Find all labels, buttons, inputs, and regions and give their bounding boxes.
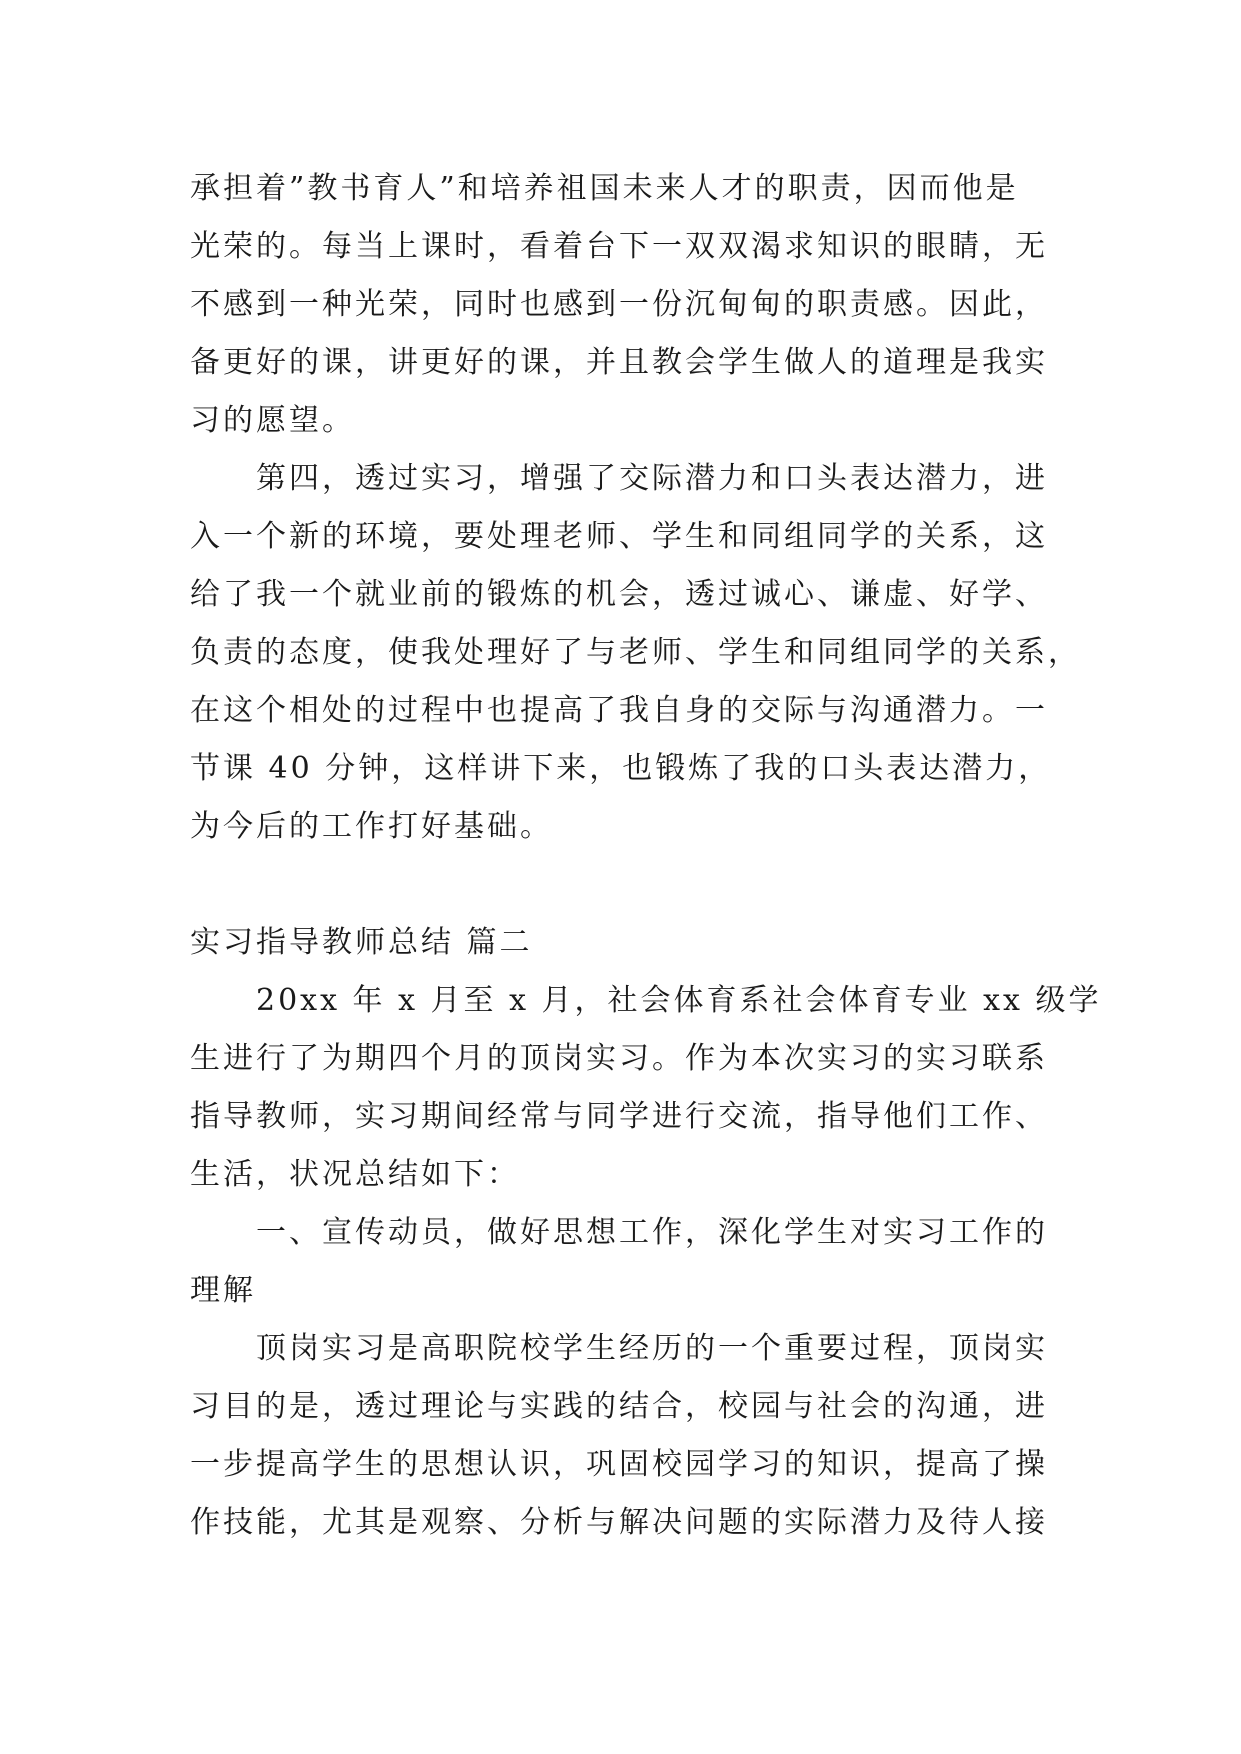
text-line: 备更好的课，讲更好的课，并且教会学生做人的道理是我实 (190, 345, 1048, 380)
text-line: 给了我一个就业前的锻炼的机会，透过诚心、谦虚、好学、 (190, 577, 1048, 612)
text-line: 不感到一种光荣，同时也感到一份沉甸甸的职责感。因此， (190, 287, 1048, 322)
section-gap (190, 856, 1062, 914)
text-line: 生活，状况总结如下： (190, 1157, 520, 1192)
text-line: 生进行了为期四个月的顶岗实习。作为本次实习的实习联系 (190, 1041, 1048, 1076)
paragraph-intro (190, 972, 1102, 1204)
text-line: 一步提高学生的思想认识，巩固校园学习的知识，提高了操 (190, 1447, 1048, 1482)
text-line: 理解 (190, 1273, 256, 1308)
text-line: 节课 40 分钟，这样讲下来，也锻炼了我的口头表达潜力， (190, 751, 1052, 786)
text-line: 作技能，尤其是观察、分析与解决问题的实际潜力及待人接 (190, 1505, 1048, 1540)
document-body (190, 160, 1102, 1552)
paragraph-fourth-point (190, 450, 1081, 856)
text-line: 为今后的工作打好基础。 (190, 809, 553, 844)
text-line: 20xx 年 x 月至 x 月，社会体育系社会体育专业 xx 级学 (256, 983, 1102, 1018)
text-line: 顶岗实习是高职院校学生经历的一个重要过程，顶岗实 (256, 1331, 1048, 1366)
text-line: 承担着”教书育人”和培养祖国未来人才的职责，因而他是 (190, 171, 1019, 206)
paragraph-internship-purpose (190, 1320, 1062, 1552)
text-line: 第四，透过实习，增强了交际潜力和口头表达潜力，进 (256, 461, 1048, 496)
text-line: 习目的是，透过理论与实践的结合，校园与社会的沟通，进 (190, 1389, 1048, 1424)
text-line: 指导教师，实习期间经常与同学进行交流，指导他们工作、 (190, 1099, 1048, 1134)
section-heading: 实习指导教师总结 篇二 (190, 925, 533, 960)
text-line: 入一个新的环境，要处理老师、学生和同组同学的关系，这 (190, 519, 1048, 554)
text-line: 一、宣传动员，做好思想工作，深化学生对实习工作的 (256, 1215, 1048, 1250)
text-line: 在这个相处的过程中也提高了我自身的交际与沟通潜力。一 (190, 693, 1048, 728)
subheading-point-one (190, 1204, 1062, 1320)
text-line: 光荣的。每当上课时，看着台下一双双渴求知识的眼睛，无 (190, 229, 1048, 264)
text-line: 负责的态度，使我处理好了与老师、学生和同组同学的关系， (190, 635, 1081, 670)
text-line: 习的愿望。 (190, 403, 355, 438)
paragraph-continued (190, 160, 1062, 450)
